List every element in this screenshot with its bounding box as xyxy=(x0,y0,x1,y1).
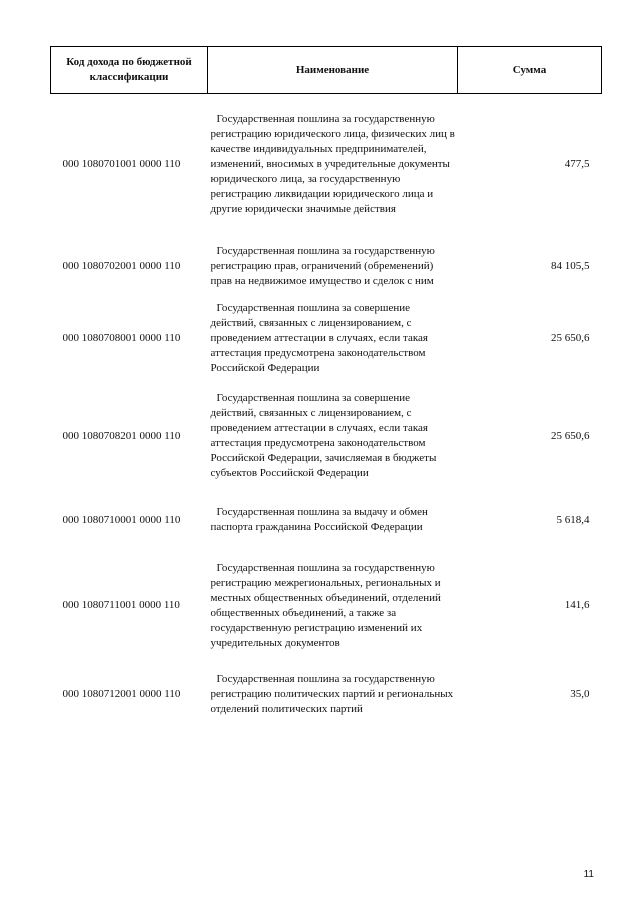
row-code: 000 1080708001 0000 110 xyxy=(62,332,181,344)
table-row xyxy=(51,380,602,493)
row-name xyxy=(208,548,458,664)
row-name-text: Государственная пошлина за государственную регистрацию межрегиональных, региональных и местных общественных объединений, отделений общественных объединений, а также за государственную регистрацию изменений их учредительных документов xyxy=(210,561,441,649)
row-name xyxy=(208,493,458,548)
row-name-text: Государственная пошлина за совершение действий, связанных с лицензированием, с проведением аттестации в случаях, если такая аттестация предусмотрена законодательством Российской Федерации xyxy=(210,302,428,374)
row-sum: 84 105,5 xyxy=(551,259,590,272)
row-name xyxy=(208,664,458,726)
table-row xyxy=(51,493,602,548)
row-code: 000 1080712001 0000 110 xyxy=(62,688,181,700)
budget-revenue-table xyxy=(50,46,602,726)
row-name-text: Государственная пошлина за государственную регистрацию юридического лица, физических лиц в качестве индивидуальных предпринимателей, изменений, вносимых в учредительные документы юридического лица, за государственную регистрацию ликвидации юридического лица и другие юридически значимые действия xyxy=(210,112,455,215)
row-name xyxy=(208,235,458,298)
row-name-text: Государственная пошлина за государственную регистрацию прав, ограничений (обременений) прав на недвижимое имущество и сделок с ним xyxy=(210,244,435,287)
table-row xyxy=(51,298,602,380)
row-name xyxy=(208,380,458,493)
row-name-text: Государственная пошлина за совершение действий, связанных с лицензированием, с проведением аттестации в случаях, если такая аттестация предусмотрена законодательством Российской Федерации, зачисляемая в бюджеты субъектов Российской Федерации xyxy=(210,392,437,479)
row-sum: 141,6 xyxy=(564,599,590,611)
header-code: Код дохода по бюджетной классификации xyxy=(51,47,208,94)
table-row xyxy=(51,235,602,298)
page-number: 11 xyxy=(583,869,594,880)
header-name: Наименование xyxy=(208,47,458,94)
row-name xyxy=(208,298,458,380)
row-sum: 35,0 xyxy=(570,688,590,700)
row-code: 000 1080711001 0000 110 xyxy=(62,599,180,611)
row-code: 000 1080702001 0000 110 xyxy=(62,259,181,272)
table-row xyxy=(51,94,602,235)
row-name xyxy=(208,94,458,235)
row-name-text: Государственная пошлина за выдачу и обмен паспорта гражданина Российской Федерации xyxy=(210,506,428,533)
table-header-row xyxy=(51,47,602,94)
row-code: 000 1080708201 0000 110 xyxy=(62,429,181,442)
header-sum: Сумма xyxy=(458,47,602,94)
row-code: 000 1080701001 0000 110 xyxy=(62,157,181,170)
table-row xyxy=(51,548,602,664)
table-row xyxy=(51,664,602,726)
row-code: 000 1080710001 0000 110 xyxy=(62,513,181,526)
row-sum: 25 650,6 xyxy=(551,429,590,442)
row-sum: 25 650,6 xyxy=(551,332,590,344)
row-sum: 5 618,4 xyxy=(556,513,590,526)
row-name-text: Государственная пошлина за государственную регистрацию политических партий и региональных отделений политических партий xyxy=(210,673,454,715)
row-sum: 477,5 xyxy=(564,157,590,170)
